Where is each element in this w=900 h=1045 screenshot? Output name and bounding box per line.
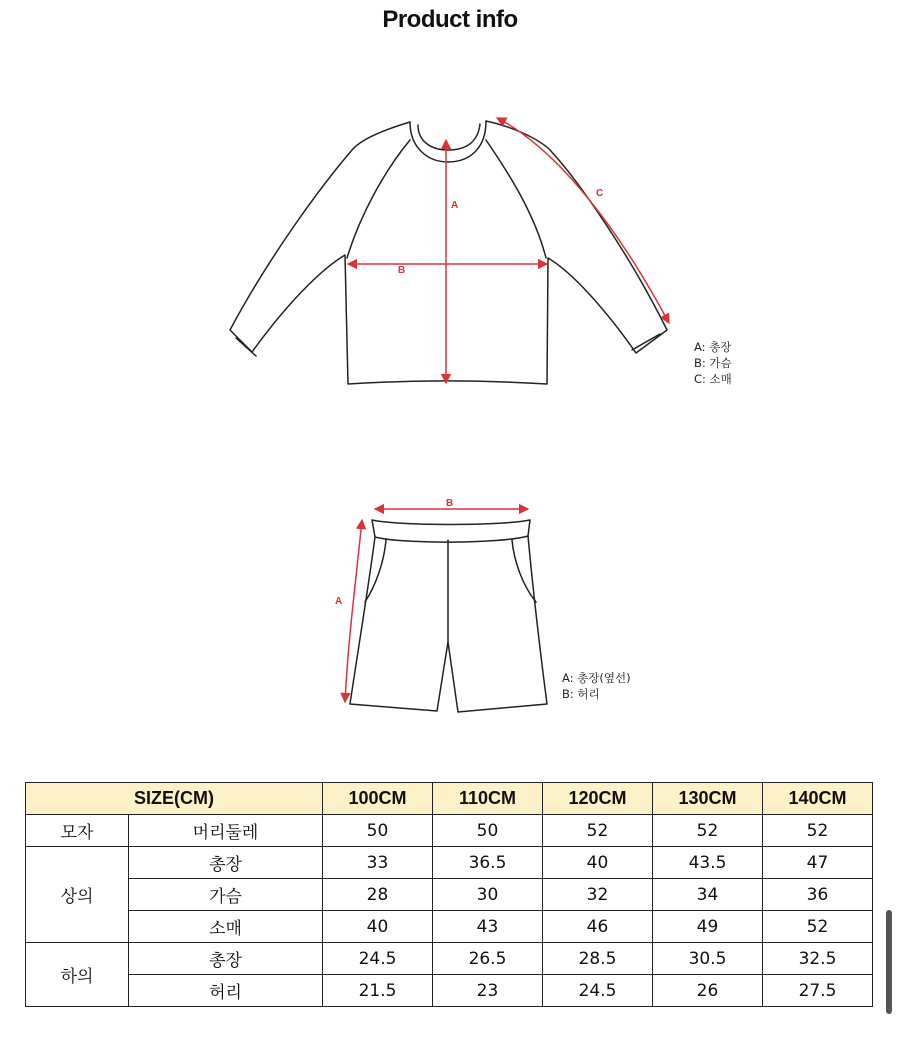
table-row: [26, 815, 873, 847]
table-row: [26, 911, 873, 943]
group-label: 하의: [26, 943, 129, 1007]
legend-item: C: 소매: [694, 372, 732, 386]
group-label: 모자: [26, 815, 129, 847]
table-cell: 28: [323, 879, 433, 911]
table-cell: 43.5: [653, 847, 763, 879]
legend-item: A: 총장: [694, 340, 732, 354]
measure-label: 가슴: [129, 879, 323, 911]
table-cell: 43: [433, 911, 543, 943]
measure-label: 총장: [129, 943, 323, 975]
legend-item: B: 허리: [562, 687, 600, 701]
table-header-row: [26, 783, 873, 815]
size-column-header: 100CM: [323, 783, 433, 815]
table-cell: 27.5: [763, 975, 873, 1007]
table-cell: 49: [653, 911, 763, 943]
measure-label: 머리둘레: [129, 815, 323, 847]
table-cell: 21.5: [323, 975, 433, 1007]
table-cell: 30: [433, 879, 543, 911]
table-row: [26, 943, 873, 975]
table-cell: 50: [433, 815, 543, 847]
table-cell: 33: [323, 847, 433, 879]
measure-label: 허리: [129, 975, 323, 1007]
scrollbar-thumb[interactable]: [886, 910, 892, 1014]
table-row: [26, 847, 873, 879]
table-cell: 36: [763, 879, 873, 911]
table-cell: 30.5: [653, 943, 763, 975]
table-cell: 52: [763, 911, 873, 943]
table-cell: 52: [543, 815, 653, 847]
shorts-label-b: B: [446, 498, 454, 509]
sweatshirt-label-a: A: [451, 200, 459, 211]
measure-label: 소매: [129, 911, 323, 943]
table-cell: 40: [323, 911, 433, 943]
size-table: [25, 782, 873, 1007]
table-cell: 32: [543, 879, 653, 911]
table-cell: 23: [433, 975, 543, 1007]
table-cell: 34: [653, 879, 763, 911]
table-cell: 28.5: [543, 943, 653, 975]
table-cell: 36.5: [433, 847, 543, 879]
table-cell: 46: [543, 911, 653, 943]
group-label: 상의: [26, 847, 129, 943]
page-title: Product info: [382, 6, 518, 33]
measure-label: 총장: [129, 847, 323, 879]
table-cell: 50: [323, 815, 433, 847]
table-row: [26, 975, 873, 1007]
table-cell: 40: [543, 847, 653, 879]
bottom-legend: [562, 670, 631, 702]
size-column-header: 130CM: [653, 783, 763, 815]
size-header-label: SIZE(CM): [26, 783, 323, 815]
table-cell: 52: [763, 815, 873, 847]
table-cell: 47: [763, 847, 873, 879]
size-column-header: 120CM: [543, 783, 653, 815]
table-row: [26, 879, 873, 911]
legend-item: A: 총장(옆선): [562, 671, 631, 685]
shorts-label-a: A: [335, 596, 343, 607]
legend-item: B: 가슴: [694, 356, 732, 370]
sweatshirt-label-b: B: [398, 265, 406, 276]
table-cell: 24.5: [543, 975, 653, 1007]
table-cell: 32.5: [763, 943, 873, 975]
table-cell: 26.5: [433, 943, 543, 975]
size-column-header: 110CM: [433, 783, 543, 815]
size-column-header: 140CM: [763, 783, 873, 815]
sweatshirt-label-c: C: [596, 188, 604, 199]
table-cell: 26: [653, 975, 763, 1007]
table-cell: 52: [653, 815, 763, 847]
table-cell: 24.5: [323, 943, 433, 975]
